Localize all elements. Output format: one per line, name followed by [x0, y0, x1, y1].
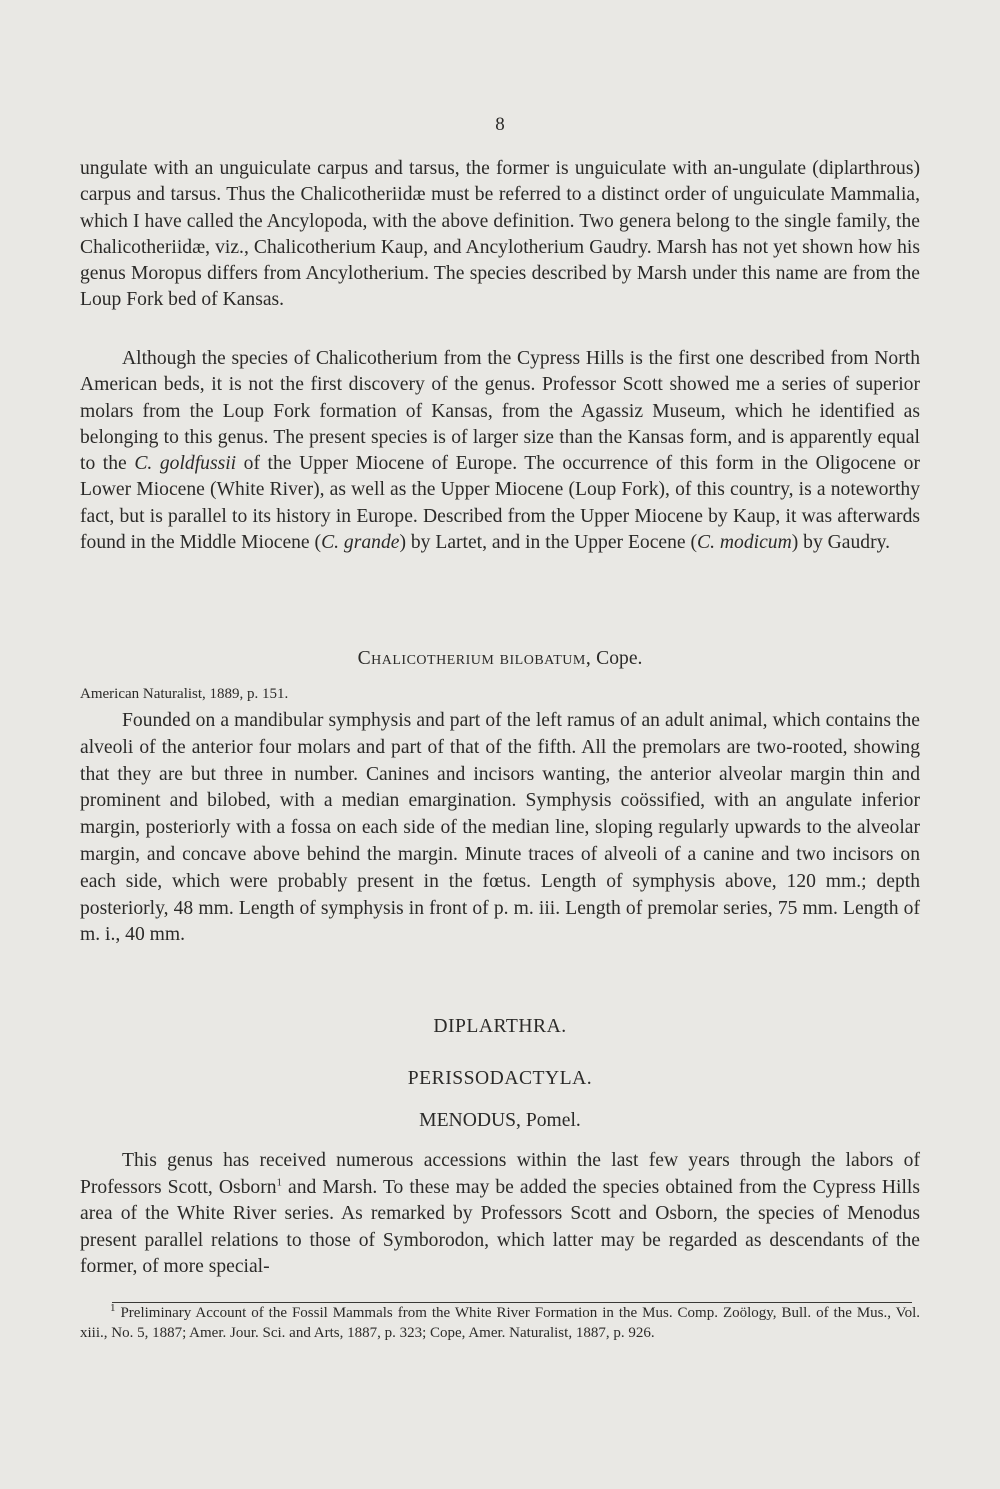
footnote: [80, 1304, 920, 1343]
paragraph-3: [80, 708, 920, 949]
species-italic-grande: C. grande: [321, 532, 400, 554]
page-number: 8: [495, 114, 505, 135]
species-italic-modicum: C. modicum: [697, 532, 792, 554]
paragraph-2-text-a: Although the species of Chalicotherium from the Cypress Hills is the first one described from North American beds, it is not the first discovery of the genus. Professor Scott showed me a series of superior molars from the Loup Fork formation of Kansas, from the Agassiz Museum, which he identified as belonging to this genus. The present species is of larger size than the Kansas form, and is apparently equal to the: [80, 348, 920, 475]
paragraph-3-text: Founded on a mandibular symphysis and part of the left ramus of an adult animal, which contains the alveoli of the anterior four molars and part of that of the fifth. All the premolars are two-rooted, showing that they are but three in number. Canines and incisors wanting, the anterior alveolar margin thin and prominent and bilobed, with a median emargination. Symphysis coössified, with an angulate inferior margin, posteriorly with a fossa on each side of the median line, sloping regularly upwards to the alveolar margin, and concave above behind the margin. Minute traces of alveoli of a canine and two incisors on each side, which were probably present in the fœtus. Length of symphysis above, 120 mm.; depth posteriorly, 48 mm. Length of symphysis in front of p. m. iii. Length of premolar series, 75 mm. Length of m. i., 40 mm.: [80, 710, 920, 946]
species-heading-name: Chalicotherium bilobatum,: [357, 648, 592, 669]
heading-order: DIPLARTHRA.: [433, 1016, 567, 1037]
paragraph-2-text-b: of the Upper Miocene of Europe. The occurrence of this form in the Oligocene or Lower Miocene (White River), as well as the Upper Miocene (Loup Fork), of this country, is a noteworthy fact, but is parallel to its history in Europe. Described from the Upper Miocene by Kaup, it was afterwards found in the Middle Miocene (: [80, 453, 920, 554]
footnote-text: Preliminary Account of the Fossil Mammals from the White River Formation in the Mus. Comp. Zoölogy, Bull. of the Mus., Vol. xiii., No. 5, 1887; Amer. Jour. Sci. and Arts, 1887, p. 323; Cope, Amer. Naturalist, 1887, p. 926.: [80, 1305, 921, 1341]
footnote-reference-marker: 1: [276, 1175, 283, 1188]
heading-genus: MENODUS, Pomel.: [419, 1110, 581, 1131]
paragraph-4: [80, 1148, 920, 1281]
footnote-marker: 1: [110, 1302, 116, 1314]
paragraph-4-text-a: This genus has received numerous accessions within the last few years through the labors of Professors Scott, Osborn: [80, 1150, 920, 1198]
species-heading-author: Cope.: [596, 648, 643, 669]
paragraph-4-text-b: and Marsh. To these may be added the species obtained from the Cypress Hills area of the White River series. As remarked by Professors Scott and Osborn, the species of Menodus present parallel relations to those of Symborodon, which latter may be regarded as descendants of the former, of more special-: [80, 1176, 920, 1277]
paragraph-2: [80, 346, 920, 556]
paragraph-2-text-c: ) by Lartet, and in the Upper Eocene (: [399, 532, 698, 554]
paragraph-2-text-d: ) by Gaudry.: [791, 532, 891, 554]
species-heading: [0, 648, 1000, 670]
paragraph-1: ungulate with an unguiculate carpus and tarsus, the former is unguiculate with an-ungulate (diplarthrous) carpus and tarsus. Thus the Chalicotheriidæ must be referred to a distinct order of unguiculate Mammalia, which I have called the Ancylopoda, with the above definition. Two genera belong to the single family, the Chalicotheriidæ, viz., Chalicotherium Kaup, and Ancylotherium Gaudry. Marsh has not yet shown how his genus Moropus differs from Ancylotherium. The species described by Marsh under this name are from the Loup Fork bed of Kansas.: [80, 158, 920, 311]
species-italic-goldfussii: C. goldfussii: [134, 453, 237, 475]
heading-suborder: PERISSODACTYLA.: [407, 1068, 593, 1089]
citation-reference: American Naturalist, 1889, p. 151.: [80, 686, 289, 702]
footnote-divider: [112, 1302, 912, 1303]
